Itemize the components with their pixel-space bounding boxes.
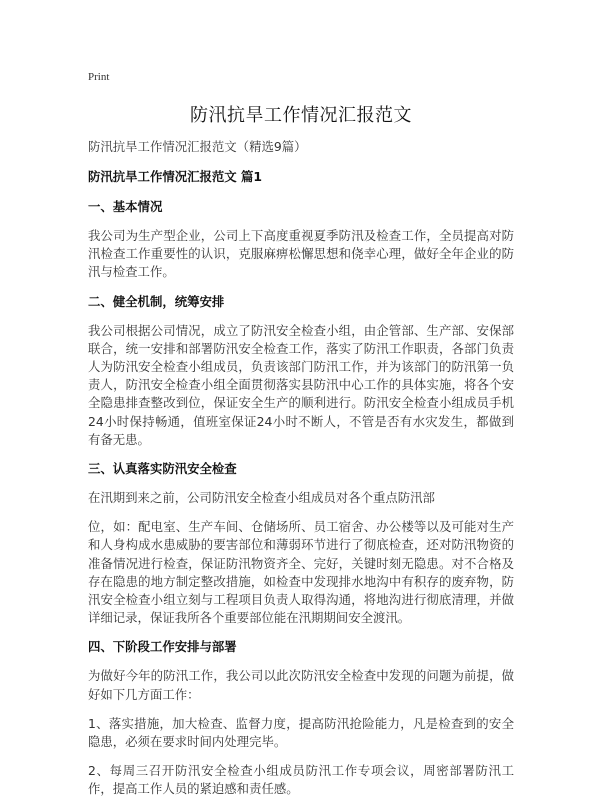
section-inspection xyxy=(88,460,514,627)
print-label: Print xyxy=(88,71,110,83)
section-heading: 二、健全机制，统筹安排 xyxy=(88,293,225,309)
section-basic-situation xyxy=(88,198,514,282)
list-item: 1、落实措施，加大检查、监督力度，提高防汛抢险能力，凡是检查到的安全隐患，必须在要求时间内处理完毕。 xyxy=(88,715,514,750)
section-next-steps xyxy=(88,638,514,798)
list-item: 2、每周三召开防汛安全检查小组成员防汛工作专项会议，周密部署防汛工作，提高工作人员的紧迫感和责任感。 xyxy=(88,763,514,797)
section-heading: 三、认真落实防汛安全检查 xyxy=(88,461,237,477)
article-title: 防汛抗旱工作情况汇报范文 篇1 xyxy=(88,169,263,184)
document-page xyxy=(88,70,514,810)
document-title: 防汛抗旱工作情况汇报范文 xyxy=(190,105,412,126)
section-heading: 四、下阶段工作安排与部署 xyxy=(88,639,237,655)
section-paragraph: 在汛期到来之前，公司防汛安全检查小组成员对各个重点防汛部 xyxy=(88,490,435,506)
section-mechanism xyxy=(88,293,514,449)
section-heading: 一、基本情况 xyxy=(88,199,163,214)
section-paragraph: 我公司为生产型企业，公司上下高度重视夏季防汛及检查工作，全员提高对防汛检查工作重要性的认识，克服麻痹松懈思想和侥幸心理，做好全年企业的防汛与检查工作。 xyxy=(88,228,514,280)
document-subtitle: 防汛抗旱工作情况汇报范文（精选9篇） xyxy=(88,139,307,154)
section-paragraph: 位，如：配电室、生产车间、仓储场所、员工宿舍、办公楼等以及可能对生产和人身构成水患威胁的要害部位和薄弱环节进行了彻底检查，还对防汛物资的准备情况进行检查，保证防汛物资齐全、完好，关键时刻无隐患。对不合格及存在隐患的地方制定整改措施，如检查中发现排水地沟中有积存的废弃物，防汛安全检查小组立刻与工程项目负责人取得沟通，将地沟进行彻底清理，并做详细记录，保证我所各个重要部位能在汛期期间安全渡汛。 xyxy=(88,519,514,626)
section-paragraph: 我公司根据公司情况，成立了防汛安全检查小组，由企管部、生产部、安保部联合，统一安排和部署防汛安全检查工作，落实了防汛工作职责，各部门负责人为防汛安全检查小组成员，负责该部门防汛工作，并为该部门的防汛第一负责人，防汛安全检查小组全面贯彻落实县防汛中心工作的具体实施，将各个安全隐患排查整改到位，保证安全生产的顺利进行。防汛安全检查小组成员手机24小时保持畅通，值班室保证24小时不断人，不管是否有水灾发生，都做到有备无患。 xyxy=(88,322,514,447)
section-paragraph: 为做好今年的防汛工作，我公司以此次防汛安全检查中发现的问题为前提，做好如下几方面工作： xyxy=(88,668,514,702)
